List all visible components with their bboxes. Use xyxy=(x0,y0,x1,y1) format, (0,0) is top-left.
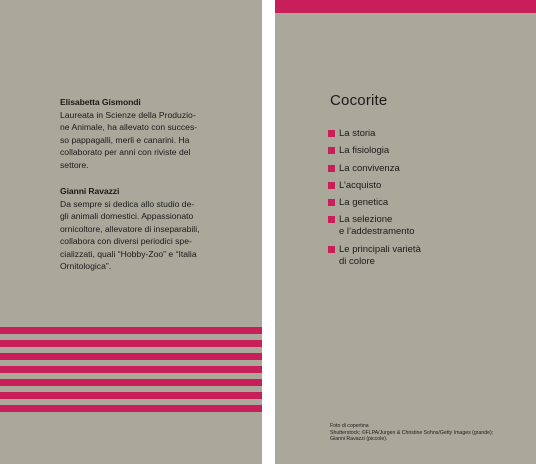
book-title: Cocorite xyxy=(330,92,388,109)
stripe-band xyxy=(0,353,262,360)
contents-item xyxy=(328,214,421,238)
square-bullet-icon xyxy=(328,147,335,154)
back-flap-page xyxy=(0,0,262,464)
contents-item-label: L’acquisto xyxy=(339,179,382,191)
stripe-band xyxy=(0,366,262,373)
contents-list xyxy=(328,128,421,273)
author-name-1: Elisabetta Gismondi xyxy=(60,97,141,107)
decorative-stripes xyxy=(0,327,262,418)
stripe-band xyxy=(0,392,262,399)
stripe-band xyxy=(0,327,262,334)
square-bullet-icon xyxy=(328,182,335,189)
contents-item xyxy=(328,180,421,192)
stripe-band xyxy=(0,405,262,412)
contents-item-label: La selezione e l’addestramento xyxy=(339,214,415,238)
contents-item-label: La fisiologia xyxy=(339,145,390,157)
contents-item xyxy=(328,163,421,175)
contents-item-label: La convivenza xyxy=(339,162,400,174)
contents-item xyxy=(328,128,421,140)
stripe-band xyxy=(0,340,262,347)
square-bullet-icon xyxy=(328,246,335,253)
front-flap-page xyxy=(275,0,536,464)
square-bullet-icon xyxy=(328,165,335,172)
author-bio-2: Da sempre si dedica allo studio de- gli animali domestici. Appassionato ornicoltore, allevatore di inseparabili, collabora con diversi periodici spe- cializzati, quali “Hobby-Zoo” e “Italia Ornitologica”. xyxy=(60,199,200,272)
stripe-band xyxy=(0,379,262,386)
square-bullet-icon xyxy=(328,216,335,223)
author-name-2: Gianni Ravazzi xyxy=(60,186,120,196)
contents-item xyxy=(328,244,421,268)
contents-item-label: La storia xyxy=(339,128,376,139)
contents-item xyxy=(328,145,421,157)
accent-top-bar xyxy=(275,0,536,13)
contents-item-label: Le principali varietà di colore xyxy=(339,243,421,267)
contents-item-label: La genetica xyxy=(339,197,389,209)
author-bio-1: Laureata in Scienze della Produzio- ne Animale, ha allevato con succes- so pappagalli, merli e canarini. Ha collaborato per anni con riviste del settore. xyxy=(60,110,198,170)
photo-credits: Foto di copertina Shutterstock; ©FLPA/Jurgen & Christine Sohns/Getty Images (grande); Gianni Ravazzi (piccole). xyxy=(330,423,494,443)
square-bullet-icon xyxy=(328,130,335,137)
contents-item xyxy=(328,197,421,209)
square-bullet-icon xyxy=(328,199,335,206)
